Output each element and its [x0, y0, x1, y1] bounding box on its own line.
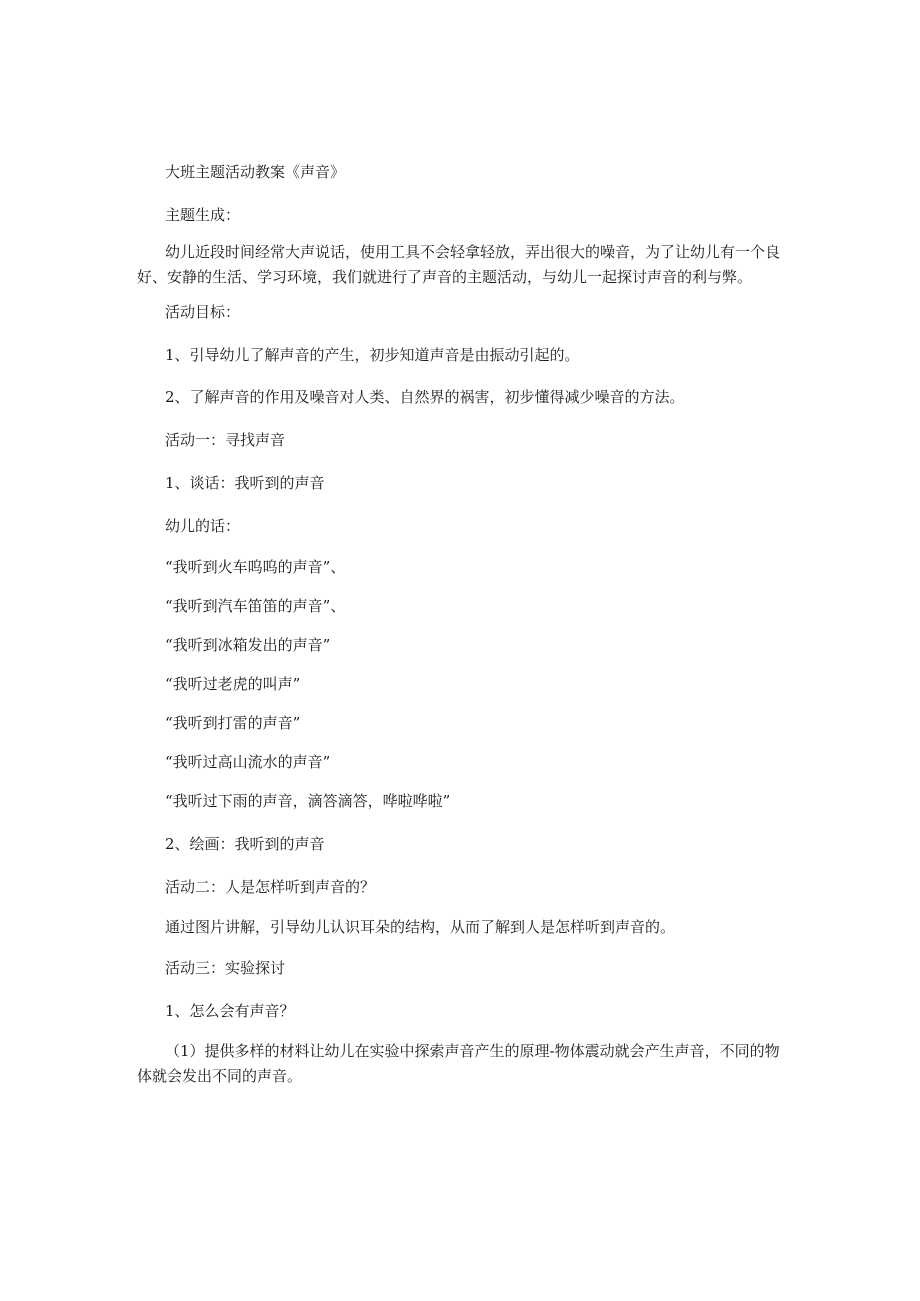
goal-item-2: 2、了解声音的作用及噪音对人类、自然界的祸害，初步懂得减少噪音的方法。 — [165, 388, 685, 406]
quote-item: “我听过高山流水的声音” — [165, 753, 331, 771]
activity-1-step-1: 1、谈话：我听到的声音 — [165, 474, 325, 492]
activity-3-heading: 活动三：实验探讨 — [165, 959, 286, 977]
activity-2-description: 通过图片讲解，引导幼儿认识耳朵的结构，从而了解到人是怎样听到声音的。 — [165, 918, 676, 936]
activity-1-step-2: 2、绘画：我听到的声音 — [165, 835, 325, 853]
quote-item: “我听过下雨的声音，滴答滴答，哗啦哗啦” — [165, 792, 451, 810]
goals-heading: 活动目标： — [165, 303, 241, 321]
quote-item: “我听到汽车笛笛的声音”、 — [165, 597, 346, 615]
children-words-label: 幼儿的话： — [165, 517, 241, 535]
goal-item-1: 1、引导幼儿了解声音的产生，初步知道声音是由振动引起的。 — [165, 346, 580, 364]
intro-paragraph: 幼儿近段时间经常大声说话，使用工具不会轻拿轻放，弄出很大的噪音，为了让幼儿有一个良好、安静的生活、学习环境，我们就进行了声音的主题活动，与幼儿一起探讨声音的利与弊。 — [137, 243, 781, 286]
quote-item: “我听过老虎的叫声” — [165, 675, 301, 693]
quote-item: “我听到火车呜呜的声音”、 — [165, 558, 346, 576]
activity-3-step-1-detail: （1）提供多样的材料让幼儿在实验中探索声音产生的原理-物体震动就会产生声音，不同的物体就会发出不同的声音。 — [137, 1042, 780, 1085]
document-title: 大班主题活动教案《声音》 — [165, 163, 346, 181]
theme-heading: 主题生成： — [165, 206, 241, 224]
activity-2-heading: 活动二：人是怎样听到声音的？ — [165, 878, 376, 896]
activity-3-step-1: 1、怎么会有声音？ — [165, 1002, 295, 1020]
quote-item: “我听到打雷的声音” — [165, 714, 301, 732]
quote-item: “我听到冰箱发出的声音” — [165, 636, 331, 654]
activity-1-heading: 活动一：寻找声音 — [165, 431, 286, 449]
